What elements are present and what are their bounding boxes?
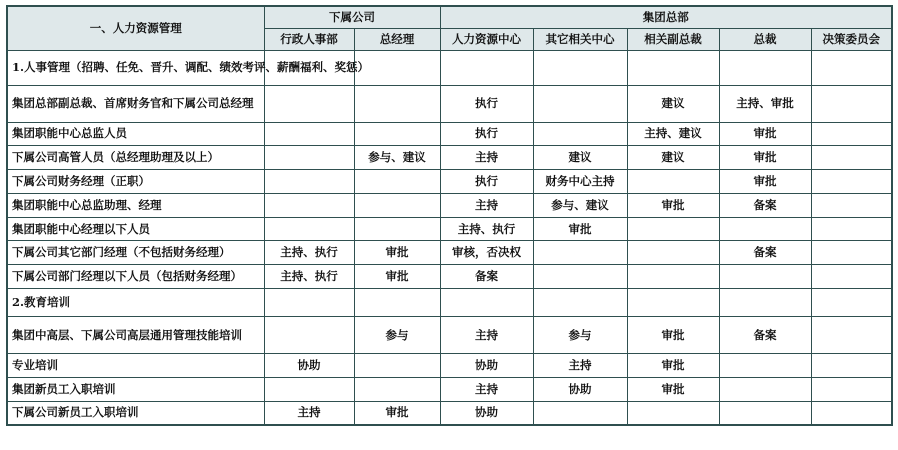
table-row — [7, 377, 892, 401]
table-row — [7, 241, 892, 265]
responsibility-cell — [627, 217, 719, 241]
row-item-label: 集团新员工入职培训 — [7, 377, 264, 401]
row-item-label: 下属公司其它部门经理（不包括财务经理） — [7, 241, 264, 265]
table-row — [7, 146, 892, 170]
row-item-label: 下属公司新员工入职培训 — [7, 401, 264, 425]
responsibility-cell — [533, 50, 627, 85]
responsibility-cell: 协助 — [533, 377, 627, 401]
responsibility-cell — [354, 289, 440, 317]
column-header: 决策委员会 — [811, 28, 892, 50]
responsibility-cell — [440, 289, 533, 317]
responsibility-cell: 备案 — [440, 265, 533, 289]
table-row — [7, 317, 892, 354]
table-row — [7, 265, 892, 289]
responsibility-cell — [627, 265, 719, 289]
responsibility-cell — [533, 265, 627, 289]
responsibility-matrix-wrapper — [6, 5, 893, 426]
section-title: 一、人力资源管理 — [7, 6, 264, 50]
responsibility-cell — [264, 317, 354, 354]
column-header: 人力资源中心 — [440, 28, 533, 50]
responsibility-cell: 执行 — [440, 170, 533, 194]
row-item-label: 集团职能中心总监助理、经理 — [7, 193, 264, 217]
responsibility-cell: 审批 — [627, 354, 719, 378]
responsibility-cell: 参与、建议 — [354, 146, 440, 170]
responsibility-cell — [533, 241, 627, 265]
row-item-label: 下属公司财务经理（正职） — [7, 170, 264, 194]
table-row — [7, 217, 892, 241]
responsibility-cell: 备案 — [719, 317, 811, 354]
responsibility-cell — [533, 289, 627, 317]
table-row — [7, 50, 892, 85]
responsibility-cell — [811, 265, 892, 289]
responsibility-cell: 审批 — [719, 146, 811, 170]
responsibility-cell — [533, 401, 627, 425]
responsibility-cell — [719, 377, 811, 401]
responsibility-cell — [264, 122, 354, 146]
responsibility-cell: 参与 — [533, 317, 627, 354]
table-row — [7, 289, 892, 317]
group-hq-header: 集团总部 — [440, 6, 892, 28]
responsibility-cell — [264, 289, 354, 317]
responsibility-cell: 审批 — [354, 265, 440, 289]
responsibility-cell — [811, 170, 892, 194]
responsibility-cell — [811, 317, 892, 354]
responsibility-cell: 协助 — [440, 401, 533, 425]
responsibility-cell — [719, 217, 811, 241]
responsibility-cell: 审批 — [719, 170, 811, 194]
responsibility-cell: 主持、执行 — [440, 217, 533, 241]
row-item-label: 集团总部副总裁、首席财务官和下属公司总经理 — [7, 85, 264, 122]
responsibility-cell: 执行 — [440, 85, 533, 122]
responsibility-cell: 审核，否决权 — [440, 241, 533, 265]
responsibility-cell: 主持 — [440, 317, 533, 354]
header-row-groups — [7, 6, 892, 28]
responsibility-cell: 主持 — [264, 401, 354, 425]
column-header: 总经理 — [354, 28, 440, 50]
responsibility-cell — [811, 85, 892, 122]
responsibility-cell — [627, 401, 719, 425]
responsibility-cell — [264, 170, 354, 194]
responsibility-cell: 审批 — [533, 217, 627, 241]
responsibility-cell: 审批 — [354, 241, 440, 265]
responsibility-cell: 执行 — [440, 122, 533, 146]
table-row — [7, 401, 892, 425]
responsibility-cell — [811, 354, 892, 378]
responsibility-cell — [354, 217, 440, 241]
responsibility-cell — [811, 217, 892, 241]
responsibility-cell — [264, 146, 354, 170]
column-header: 总裁 — [719, 28, 811, 50]
responsibility-cell — [719, 289, 811, 317]
row-item-label: 下属公司部门经理以下人员（包括财务经理） — [7, 265, 264, 289]
responsibility-cell — [811, 241, 892, 265]
column-header: 其它相关中心 — [533, 28, 627, 50]
responsibility-cell — [811, 193, 892, 217]
responsibility-cell: 审批 — [627, 317, 719, 354]
responsibility-cell — [264, 193, 354, 217]
responsibility-cell: 审批 — [719, 122, 811, 146]
responsibility-cell: 主持 — [440, 193, 533, 217]
responsibility-cell: 协助 — [440, 354, 533, 378]
responsibility-cell: 备案 — [719, 241, 811, 265]
responsibility-cell — [719, 50, 811, 85]
row-item-label: 集团职能中心经理以下人员 — [7, 217, 264, 241]
responsibility-cell: 主持 — [533, 354, 627, 378]
responsibility-cell: 主持 — [440, 146, 533, 170]
responsibility-cell: 建议 — [627, 146, 719, 170]
responsibility-cell — [354, 122, 440, 146]
responsibility-cell: 审批 — [627, 193, 719, 217]
responsibility-cell — [354, 170, 440, 194]
responsibility-cell — [811, 289, 892, 317]
responsibility-cell: 财务中心主持 — [533, 170, 627, 194]
responsibility-cell — [264, 377, 354, 401]
responsibility-cell — [354, 193, 440, 217]
table-row — [7, 170, 892, 194]
responsibility-cell — [533, 122, 627, 146]
responsibility-cell: 主持 — [440, 377, 533, 401]
responsibility-cell — [354, 377, 440, 401]
responsibility-cell: 主持、执行 — [264, 241, 354, 265]
responsibility-cell — [533, 85, 627, 122]
responsibility-cell: 主持、执行 — [264, 265, 354, 289]
table-row — [7, 122, 892, 146]
row-item-label: 1.人事管理（招聘、任免、晋升、调配、绩效考评、薪酬福利、奖惩） — [7, 50, 264, 85]
responsibility-cell — [264, 85, 354, 122]
responsibility-cell: 审批 — [627, 377, 719, 401]
responsibility-cell: 建议 — [533, 146, 627, 170]
responsibility-cell — [627, 241, 719, 265]
responsibility-cell: 备案 — [719, 193, 811, 217]
responsibility-cell — [719, 265, 811, 289]
table-row — [7, 85, 892, 122]
row-item-label: 2.教育培训 — [7, 289, 264, 317]
responsibility-cell — [627, 170, 719, 194]
responsibility-cell: 主持、建议 — [627, 122, 719, 146]
responsibility-cell — [811, 401, 892, 425]
responsibility-cell: 协助 — [264, 354, 354, 378]
responsibility-cell — [627, 50, 719, 85]
responsibility-cell — [627, 289, 719, 317]
responsibility-cell — [811, 377, 892, 401]
column-header: 相关副总裁 — [627, 28, 719, 50]
responsibility-cell — [811, 50, 892, 85]
responsibility-cell — [264, 217, 354, 241]
group-subsidiary-header: 下属公司 — [264, 6, 440, 28]
matrix-body — [7, 50, 892, 425]
responsibility-cell — [811, 146, 892, 170]
responsibility-cell — [719, 401, 811, 425]
responsibility-cell: 参与、建议 — [533, 193, 627, 217]
row-item-label: 集团职能中心总监人员 — [7, 122, 264, 146]
responsibility-cell — [354, 354, 440, 378]
table-row — [7, 193, 892, 217]
column-header: 行政人事部 — [264, 28, 354, 50]
responsibility-cell — [354, 85, 440, 122]
responsibility-cell — [440, 50, 533, 85]
responsibility-cell: 审批 — [354, 401, 440, 425]
responsibility-cell: 建议 — [627, 85, 719, 122]
row-item-label: 集团中高层、下属公司高层通用管理技能培训 — [7, 317, 264, 354]
row-item-label: 下属公司高管人员（总经理助理及以上） — [7, 146, 264, 170]
table-row — [7, 354, 892, 378]
responsibility-cell — [719, 354, 811, 378]
row-item-label: 专业培训 — [7, 354, 264, 378]
responsibility-cell: 参与 — [354, 317, 440, 354]
responsibility-cell: 主持、审批 — [719, 85, 811, 122]
responsibility-matrix-table — [6, 5, 893, 426]
responsibility-cell — [811, 122, 892, 146]
